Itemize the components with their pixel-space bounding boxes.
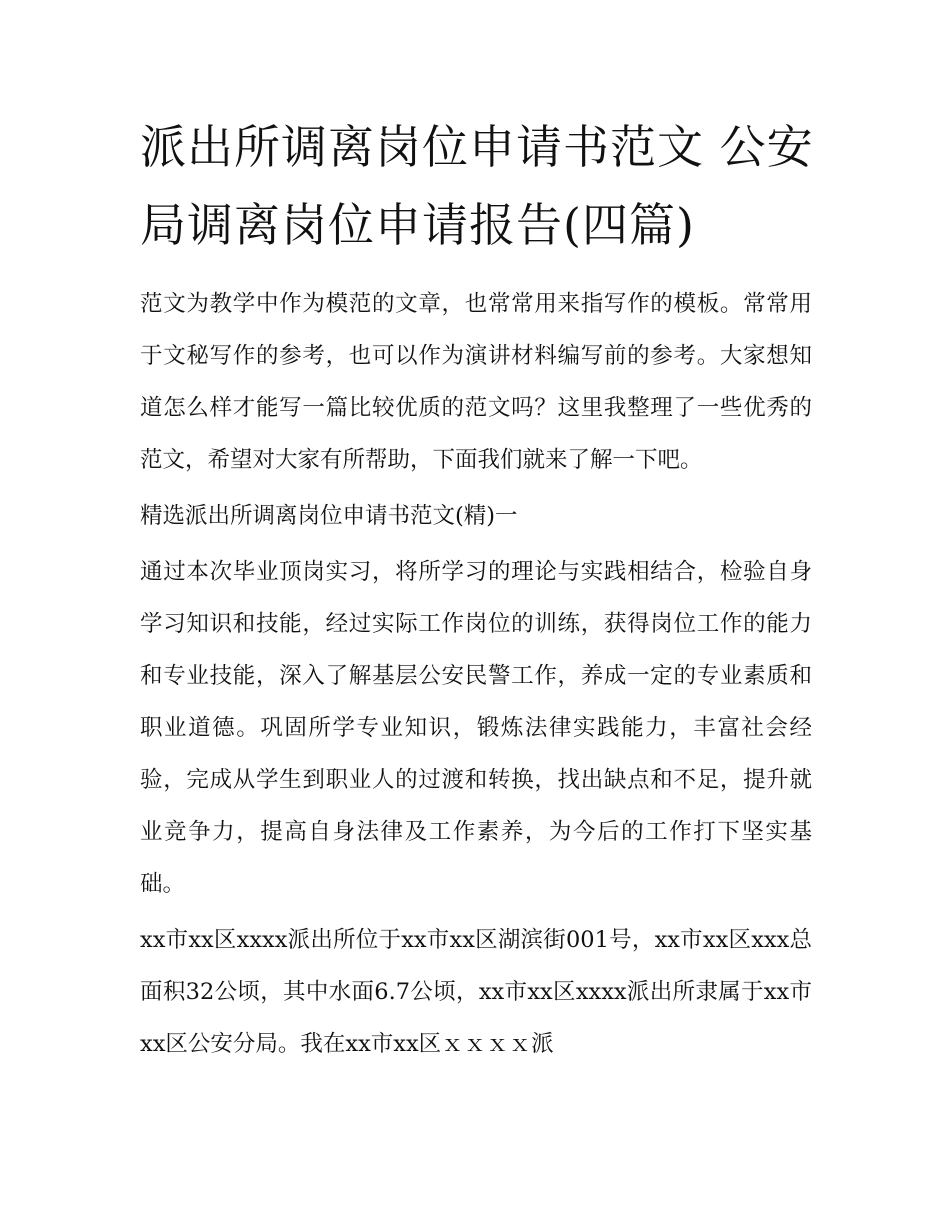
body-paragraph-2: xx市xx区xxxx派出所位于xx市xx区湖滨街001号，xx市xx区xxx总面积32公顷，其中水面6.7公顷，xx市xx区xxxx派出所隶属于xx市xx区公安分局。我在xx市xx区ｘｘｘｘ派 (140, 927, 812, 1057)
intro-paragraph: 范文为教学中作为模范的文章，也常常用来指写作的模板。常常用于文秘写作的参考，也可以作为演讲材料编写前的参考。大家想知道怎么样才能写一篇比较优质的范文吗？这里我整理了一些优秀的范文，希望对大家有所帮助，下面我们就来了解一下吧。 (140, 291, 812, 473)
document-title: 派出所调离岗位申请书范文 公安局调离岗位申请报告(四篇) (140, 120, 814, 252)
body-paragraph-1: 通过本次毕业顶岗实习，将所学习的理论与实践相结合，检验自身学习知识和技能，经过实际工作岗位的训练，获得岗位工作的能力和专业技能，深入了解基层公安民警工作，养成一定的专业素质和职业道德。巩固所学专业知识，锻炼法律实践能力，丰富社会经验，完成从学生到职业人的过渡和转换，找出缺点和不足，提升就业竞争力，提高自身法律及工作素养，为今后的工作打下坚实基础。 (140, 559, 812, 897)
document-body (140, 278, 812, 1074)
section-heading: 精选派出所调离岗位申请书范文(精)一 (140, 503, 518, 529)
